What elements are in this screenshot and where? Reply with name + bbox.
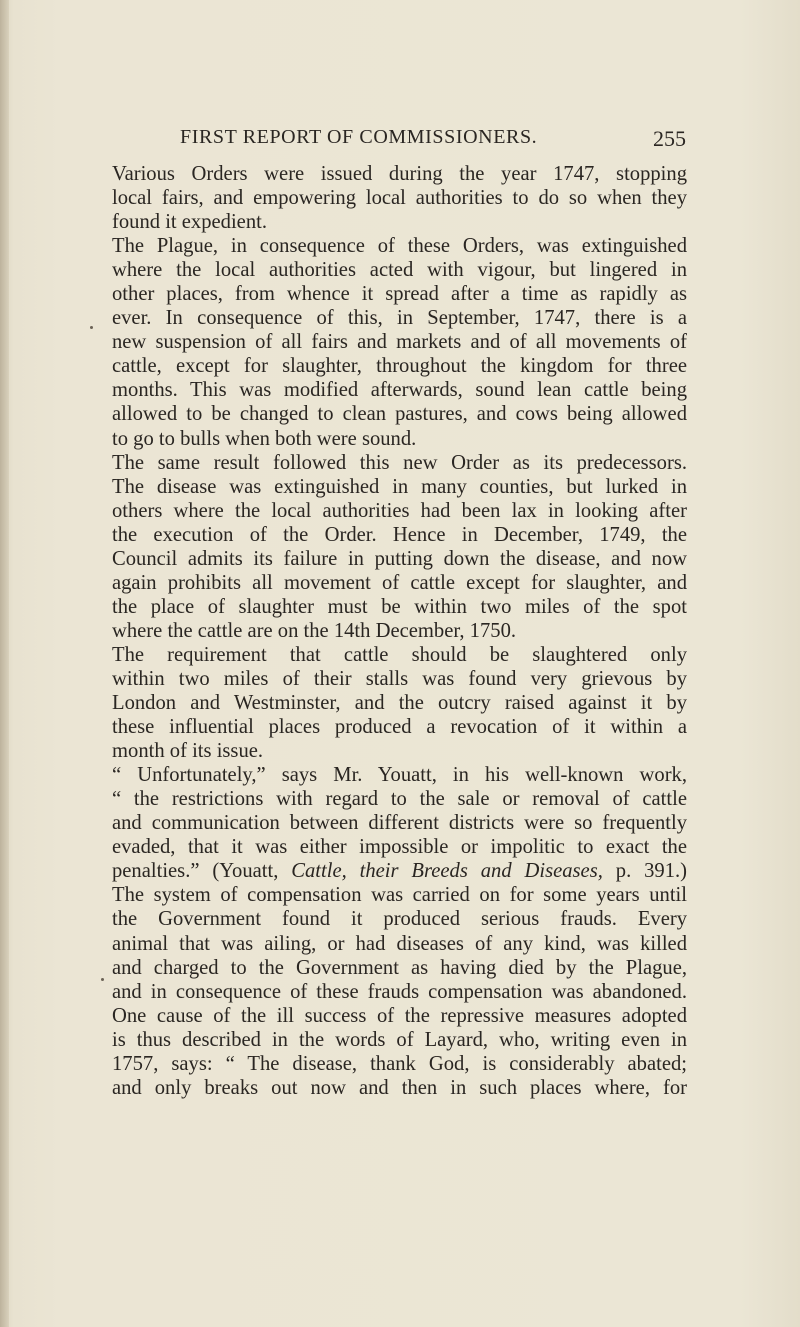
- text-line: month of its issue.: [112, 740, 264, 763]
- text-line: The requirement that cattle should be slaughtered only: [112, 643, 687, 666]
- text-line: London and Westminster, and the outcry raised against it by: [112, 692, 687, 715]
- text-line: and charged to the Government as having died by the Plague,: [112, 956, 687, 979]
- text-line: The system of compensation was carried on for some years until: [112, 884, 687, 907]
- text-line: the execution of the Order. Hence in December, 1749, the: [112, 523, 687, 546]
- text-line: local fairs, and empowering local authorities to do so when they: [112, 187, 687, 210]
- text-line: ever. In consequence of this, in September, 1747, there is a: [112, 307, 687, 330]
- text-line: The same result followed this new Order as its predecessors.: [112, 451, 687, 474]
- text-line: where the cattle are on the 14th December, 1750.: [112, 619, 517, 642]
- text-line: Council admits its failure in putting down the disease, and now: [112, 547, 687, 570]
- citation-title: Cattle, their Breeds and Diseases,: [291, 860, 603, 883]
- citation-text-after: p. 391.): [615, 860, 687, 883]
- text-line: months. This was modified afterwards, sound lean cattle being: [112, 379, 687, 402]
- page-gutter-shadow: [0, 0, 9, 1327]
- text-line: the Government found it produced serious frauds. Every: [112, 908, 687, 931]
- running-title: FIRST REPORT OF COMMISSIONERS.: [180, 126, 538, 148]
- text-line: other places, from whence it spread after a time as rapidly as: [112, 283, 687, 306]
- text-line: to go to bulls when both were sound.: [112, 427, 417, 450]
- text-line: these influential places produced a revocation of it within a: [112, 716, 687, 739]
- paper-speck: [90, 326, 93, 329]
- text-line: and in consequence of these frauds compensation was abandoned.: [112, 980, 687, 1003]
- text-line: new suspension of all fairs and markets and of all movements of: [112, 331, 687, 354]
- text-line: others where the local authorities had been lax in looking after: [112, 499, 687, 522]
- text-line: The disease was extinguished in many counties, but lurked in: [112, 475, 687, 498]
- text-line: where the local authorities acted with vigour, but lingered in: [112, 259, 687, 282]
- text-line: “ Unfortunately,” says Mr. Youatt, in his well-known work,: [112, 764, 687, 787]
- text-line: The Plague, in consequence of these Orders, was extinguished: [112, 235, 687, 258]
- text-line: cattle, except for slaughter, throughout the kingdom for three: [112, 355, 687, 378]
- text-line: and communication between different districts were so frequently: [112, 812, 687, 835]
- body-text: [112, 162, 687, 1100]
- text-line: is thus described in the words of Layard, who, writing even in: [112, 1028, 687, 1051]
- text-line: found it expedient.: [112, 211, 267, 234]
- text-line: again prohibits all movement of cattle except for slaughter, and: [112, 571, 687, 594]
- text-line: evaded, that it was either impossible or impolitic to exact the: [112, 836, 687, 859]
- text-line: allowed to be changed to clean pastures, and cows being allowed: [112, 403, 687, 426]
- text-line: One cause of the ill success of the repressive measures adopted: [112, 1004, 687, 1027]
- citation-line: [112, 859, 687, 883]
- text-line: Various Orders were issued during the year 1747, stopping: [112, 163, 687, 185]
- text-line: within two miles of their stalls was found very grievous by: [112, 667, 687, 690]
- citation-text-before: penalties.” (Youatt,: [112, 860, 279, 883]
- running-head: [0, 126, 800, 156]
- text-line: the place of slaughter must be within two miles of the spot: [112, 595, 687, 618]
- text-line: and only breaks out now and then in such places where, for: [112, 1076, 687, 1099]
- text-line: “ the restrictions with regard to the sale or removal of cattle: [112, 788, 687, 811]
- paper-speck: [101, 978, 104, 981]
- page-number: 255: [653, 126, 686, 151]
- text-line: animal that was ailing, or had diseases of any kind, was killed: [112, 932, 687, 955]
- text-line: 1757, says: “ The disease, thank God, is considerably abated;: [112, 1052, 687, 1075]
